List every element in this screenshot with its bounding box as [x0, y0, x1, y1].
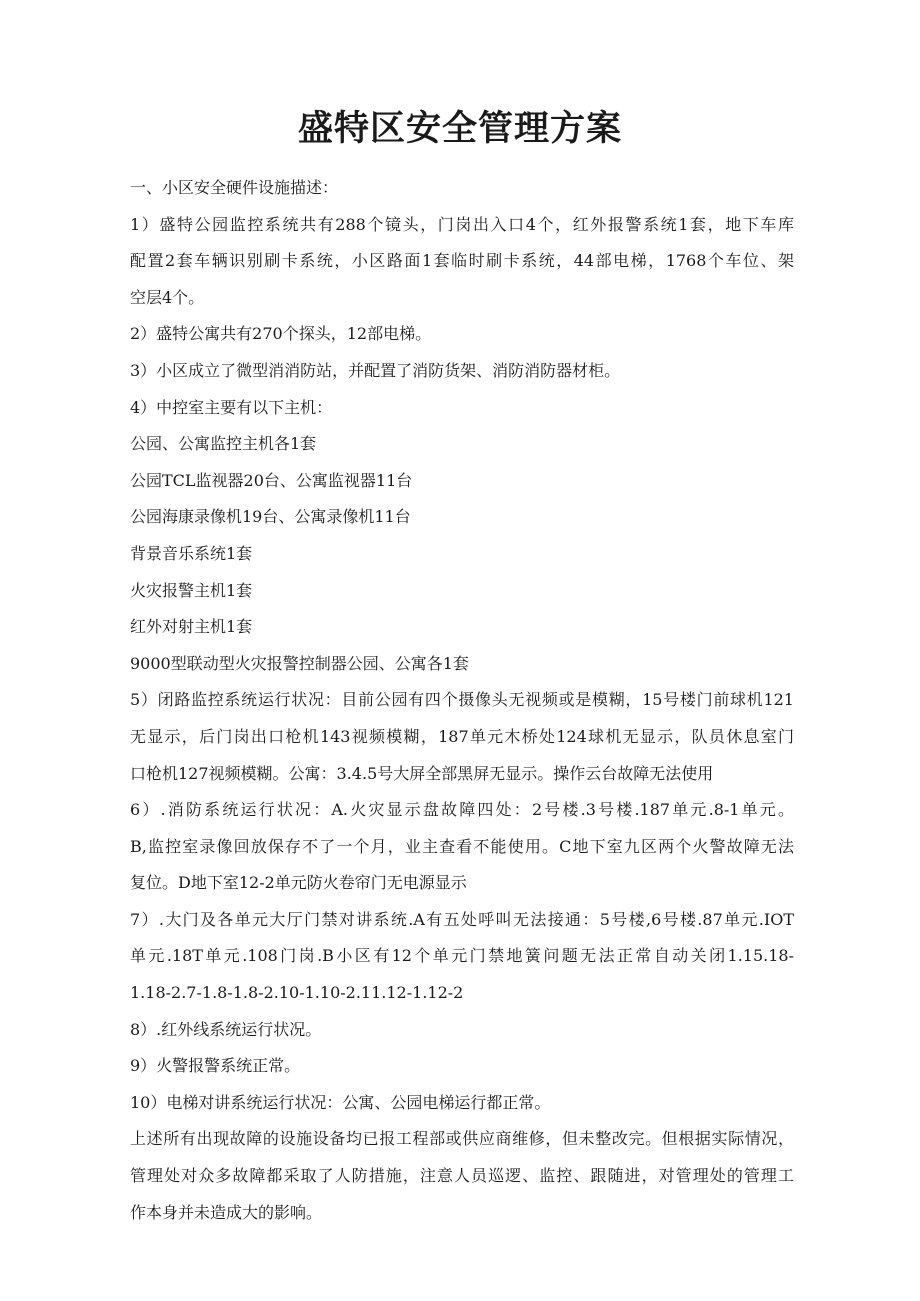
paragraph-line: 5）闭路监控系统运行状况：目前公园有四个摄像头无视频或是模糊，15号楼门前球机121 [130, 690, 794, 710]
paragraph [130, 536, 794, 573]
paragraph [130, 426, 794, 463]
paragraph-line: 上述所有出现故障的设施设备均已报工程部或供应商维修，但未整改完。但根据实际情况， [130, 1129, 794, 1149]
paragraph [130, 353, 794, 390]
paragraph-line: 3）小区成立了微型消消防站，并配置了消防货架、消防消防器材柜。 [130, 360, 621, 380]
paragraph [130, 609, 794, 646]
paragraph-line: 公园、公寓监控主机各1套 [130, 434, 317, 454]
paragraph-line: 无显示，后门岗出口枪机143视频模糊，187单元木桥处124球机无显示，队员休息室门 [130, 726, 794, 746]
paragraph-line: 作本身并未造成大的影响。 [130, 1202, 323, 1222]
paragraph-line: 火灾报警主机1套 [130, 580, 253, 600]
paragraph-line: B,监控室录像回放保存不了一个月，业主查看不能使用。C地下室九区两个火警故障无法 [130, 836, 794, 856]
paragraph [130, 316, 794, 353]
paragraph [130, 207, 794, 317]
paragraph [130, 902, 794, 1012]
paragraph-line: 背景音乐系统1套 [130, 543, 253, 563]
paragraph-line: 公园海康录像机19台、公寓录像机11台 [130, 507, 411, 527]
paragraph-line: 公园TCL监视器20台、公寓监视器11台 [130, 470, 413, 490]
paragraph-line: 配置2套车辆识别刷卡系统，小区路面1套临时刷卡系统，44部电梯，1768个车位、架 [130, 251, 794, 271]
paragraph [130, 682, 794, 792]
paragraph-line: 口枪机127视频模糊。公寓：3.4.5号大屏全部黑屏无显示。操作云台故障无法使用 [130, 763, 714, 783]
paragraph [130, 646, 794, 683]
paragraph-line: 7）.大门及各单元大厅门禁对讲系统.A有五处呼叫无法接通：5号楼,6号楼.87单元.IOT [130, 909, 794, 929]
paragraph-line: 1.18-2.7-1.8-1.8-2.10-1.10-2.11.12-1.12-2 [130, 983, 464, 1003]
document-body [130, 170, 794, 1231]
paragraph-line: 单元.18T单元.108门岗.B小区有12个单元门禁地簧问题无法正常自动关闭1.15.18- [130, 946, 794, 966]
document-title: 盛特区安全管理方案 [297, 108, 622, 150]
paragraph-line: 9）火警报警系统正常。 [130, 1056, 301, 1076]
paragraph [130, 463, 794, 500]
paragraph-line: 2）盛特公寓共有270个探头，12部电梯。 [130, 324, 432, 344]
paragraph [130, 792, 794, 902]
paragraph [130, 390, 794, 427]
paragraph [130, 1048, 794, 1085]
paragraph [130, 573, 794, 610]
paragraph [130, 170, 794, 207]
paragraph-line: 4）中控室主要有以下主机： [130, 397, 333, 417]
paragraph-line: 9000型联动型火灾报警控制器公园、公寓各1套 [130, 653, 469, 673]
paragraph-line: 10）电梯对讲系统运行状况：公寓、公园电梯运行都正常。 [130, 1092, 551, 1112]
paragraph [130, 1085, 794, 1122]
paragraph-line: 管理处对众多故障都采取了人防措施，注意人员巡逻、监控、跟随进，对管理处的管理工 [130, 1166, 794, 1186]
paragraph [130, 1121, 794, 1231]
paragraph-line: 1）盛特公园监控系统共有288个镜头，门岗出入口4个，红外报警系统1套，地下车库 [130, 214, 794, 234]
paragraph-line: 红外对射主机1套 [130, 617, 253, 637]
paragraph-line: 6）.消防系统运行状况：A.火灾显示盘故障四处：2号楼.3号楼.187单元.8-1单元。 [130, 800, 794, 820]
paragraph-line: 空层4个。 [130, 287, 205, 307]
paragraph-line: 8）.红外线系统运行状况。 [130, 1019, 322, 1039]
paragraph [130, 1012, 794, 1049]
paragraph [130, 499, 794, 536]
paragraph-line: 一、小区安全硬件设施描述： [130, 178, 339, 197]
paragraph-line: 复位。D地下室12-2单元防火卷帘门无电源显示 [130, 873, 467, 893]
